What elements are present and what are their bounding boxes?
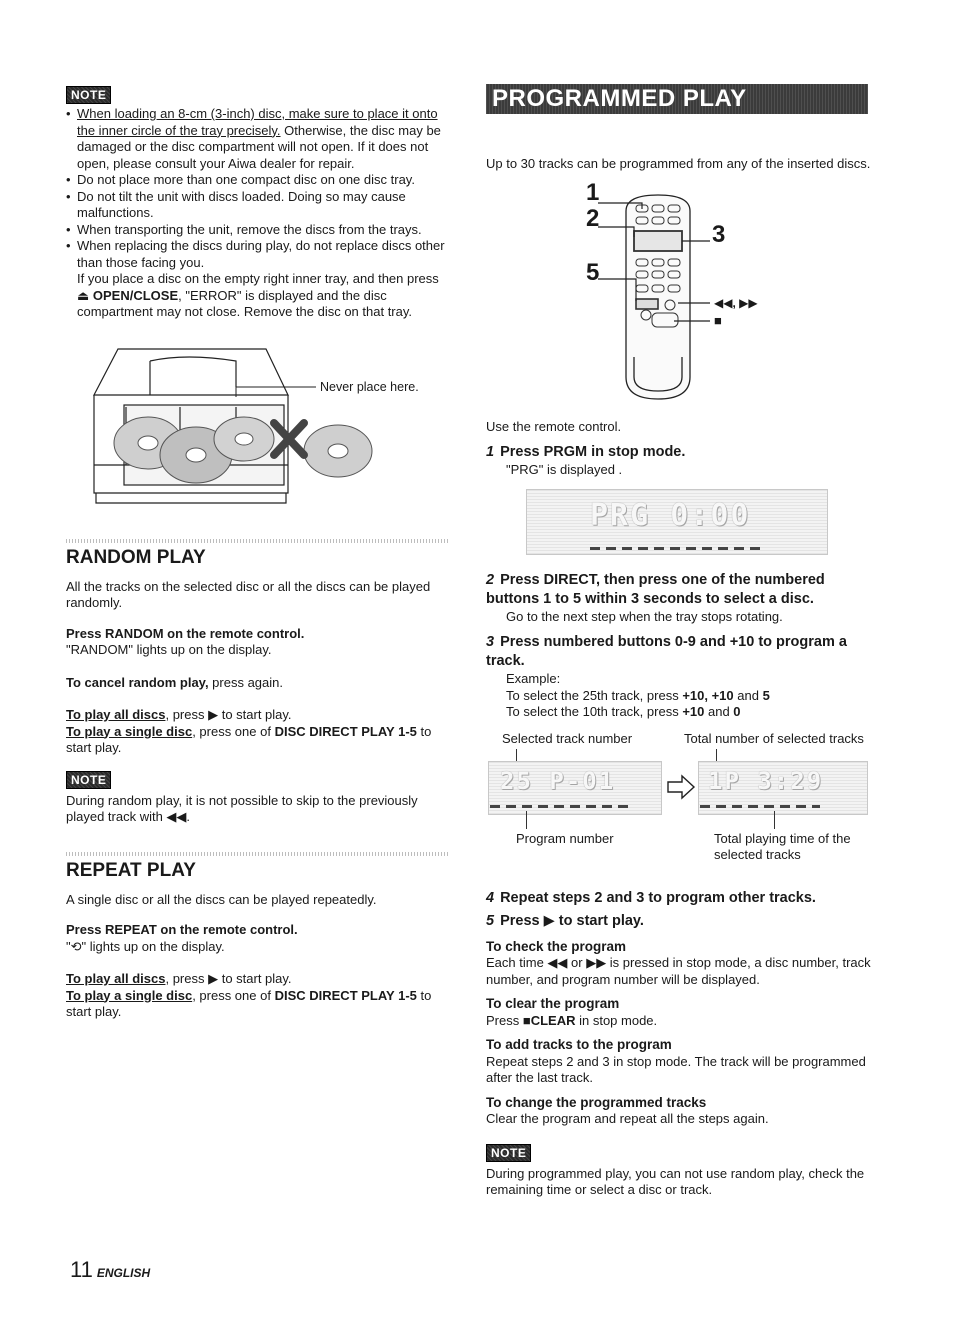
paragraph: Up to 30 tracks can be programmed from any of the inserted discs. (486, 156, 871, 171)
note-badge: NOTE (486, 1144, 531, 1162)
note-item: • Do not place more than one compact disc on one disc tray. (66, 172, 448, 189)
note-item: If you place a disc on the empty right inner tray, and then press ⏏ OPEN/CLOSE, "ERROR" is displayed and the disc compartment may not close. Remove the disc on that tray. (77, 271, 439, 319)
paragraph: To play a single disc, press one of DISC DIRECT PLAY 1-5 to start play. (66, 723, 432, 755)
lcd-dash-row (700, 805, 820, 808)
step-4: 4 Repeat steps 2 and 3 to program other tracks. (486, 889, 816, 906)
section-banner: PROGRAMMED PLAY (486, 84, 868, 114)
step-1: 1 Press PRGM in stop mode. (486, 444, 686, 460)
paragraph: To cancel random play, press again. (66, 674, 283, 690)
sub-heading: To add tracks to the program (486, 1037, 672, 1052)
label-total-number: Total number of selected tracks (684, 730, 864, 746)
note-item: • When replacing the discs during play, do not replace discs other than those facing you. (66, 238, 448, 271)
stop-icon: ■ (714, 312, 722, 328)
disc-changer-illustration (66, 335, 448, 513)
right-column (486, 84, 874, 1199)
paragraph: Example: (506, 671, 561, 686)
left-column (66, 86, 448, 1021)
note-item: • When transporting the unit, remove the discs from the trays. (66, 222, 448, 239)
remote-control-illustration (486, 178, 874, 413)
callout-1: 1 (586, 178, 600, 206)
callout-2: 2 (586, 204, 600, 232)
sub-heading: To change the programmed tracks (486, 1094, 707, 1110)
paragraph: During programmed play, you can not use random play, check the remaining time or select a disc or track. (486, 1165, 865, 1197)
leader-line (526, 811, 527, 829)
note-item: • When loading an 8-cm (3-inch) disc, make sure to place it onto the inner circle of the tray precisely. Otherwise, the disc may be damaged or the disc compartment will not open. If it does not open, please consult your Aiwa dealer for repair. (66, 106, 448, 172)
callout-5: 5 (586, 258, 600, 286)
paragraph: To play all discs, press ▶ to start play. (66, 971, 292, 986)
note-list (66, 106, 448, 321)
section-title: RANDOM PLAY (66, 546, 206, 568)
paragraph: "RANDOM" lights up on the display. (66, 642, 272, 657)
paragraph: During random play, it is not possible to skip to the previously played track with ◀◀. (66, 792, 418, 824)
paragraph: To select the 10th track, press +10 and 0 (506, 704, 741, 719)
label-total-time: Total playing time of the selected tracks (714, 830, 851, 862)
paragraph: Go to the next step when the tray stops rotating. (506, 608, 783, 624)
disc-icon (304, 425, 372, 477)
lcd-readout: 25 P-01 (500, 766, 616, 795)
paragraph: To play all discs, press ▶ to start play. (66, 707, 292, 722)
paragraph: To play a single disc, press one of DISC DIRECT PLAY 1-5 to start play. (66, 987, 432, 1019)
paragraph: Each time ◀◀ or ▶▶ is pressed in stop mode, a disc number, track number, and program number will be displayed. (486, 955, 871, 987)
sub-heading: Press REPEAT on the remote control. (66, 922, 298, 937)
language-label: ENGLISH (96, 1266, 151, 1280)
paragraph: "PRG" is displayed . (506, 462, 623, 477)
paragraph: Use the remote control. (486, 418, 622, 434)
section-divider (66, 852, 448, 856)
paragraph: "⟲" lights up on the display. (66, 938, 225, 954)
paragraph: All the tracks on the selected disc or all the discs can be played randomly. (66, 578, 431, 610)
lcd-readout: 1P 3:29 (708, 766, 824, 795)
section-divider (66, 539, 448, 543)
step-5: 5 Press ▶ to start play. (486, 912, 644, 929)
disc-icon (214, 417, 274, 461)
lcd-dash-row (490, 805, 630, 808)
label-program-number: Program number (516, 830, 614, 846)
arrow-right-icon (666, 773, 696, 801)
leader-line (774, 811, 775, 829)
note-badge: NOTE (66, 86, 111, 104)
sub-heading: To check the program (486, 938, 627, 954)
page-number: 11 (70, 1257, 93, 1282)
disc-changer-figure (66, 335, 448, 513)
paragraph: Repeat steps 2 and 3 in stop mode. The track will be programmed after the last track. (486, 1053, 866, 1085)
remote-figure (486, 178, 874, 413)
display-prg (486, 485, 874, 563)
note-badge: NOTE (66, 771, 111, 789)
callout-3: 3 (712, 220, 726, 248)
skip-buttons-label: ◀◀, ▶▶ (714, 295, 758, 310)
step-2: 2 Press DIRECT, then press one of the numbered buttons 1 to 5 within 3 seconds to select a disc. (486, 571, 825, 607)
label-selected-track: Selected track number (502, 730, 633, 746)
paragraph: To select the 25th track, press +10, +10 and 5 (506, 687, 770, 703)
figure-label: Never place here. (320, 379, 419, 394)
sub-heading: Press RANDOM on the remote control. (66, 625, 305, 641)
lcd-readout: PRG 0:00 (590, 497, 751, 533)
section-title: REPEAT PLAY (66, 859, 196, 881)
paragraph: Press ■CLEAR in stop mode. (486, 1012, 658, 1028)
lcd-dash-row (590, 547, 766, 550)
display-program-example (486, 731, 874, 881)
paragraph: A single disc or all the discs can be played repeatedly. (66, 891, 377, 907)
note-item: • Do not tilt the unit with discs loaded. Doing so may cause malfunctions. (66, 189, 448, 222)
page-footer (70, 1257, 151, 1282)
sub-heading: To clear the program (486, 996, 620, 1011)
step-3: 3 Press numbered buttons 0-9 and +10 to program a track. (486, 634, 847, 669)
paragraph: Clear the program and repeat all the steps again. (486, 1111, 769, 1126)
